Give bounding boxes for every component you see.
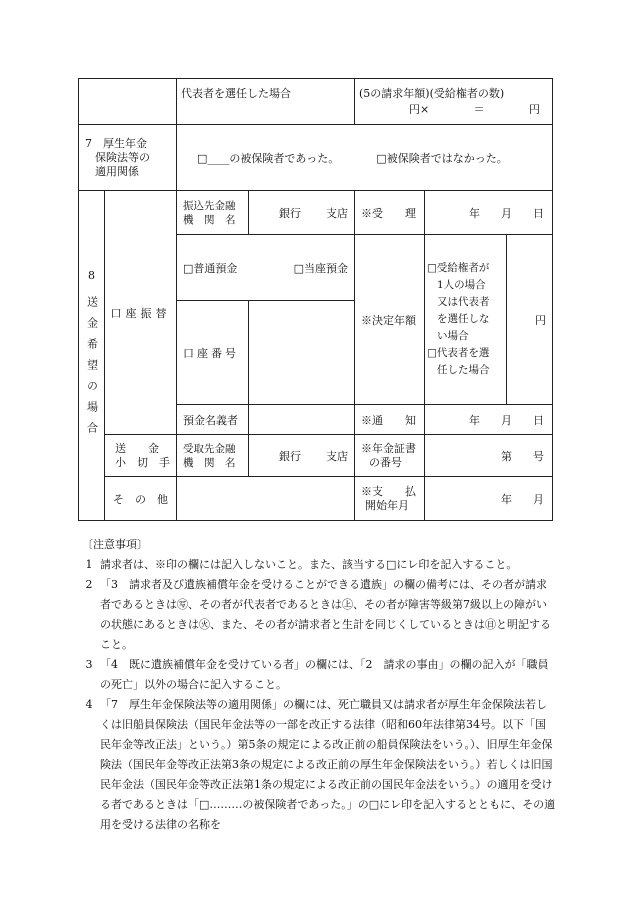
kettei-option-representative-checkbox[interactable]: □代表者を選 bbox=[427, 347, 490, 359]
row-representative bbox=[79, 79, 553, 125]
kettei-amount-field[interactable]: 円 bbox=[507, 235, 553, 405]
uketori-bank-field[interactable]: 銀行 支店 bbox=[249, 435, 355, 477]
furikomi-bank-field[interactable]: 銀行 支店 bbox=[249, 191, 355, 235]
yen-times: 円× bbox=[409, 103, 430, 116]
claim-form-table bbox=[78, 78, 553, 521]
juri-date-field[interactable]: 年 月 日 bbox=[425, 191, 553, 235]
kettei-nengaku-label: ※決定年額 bbox=[355, 235, 425, 405]
meigi-label: 預金名義者 bbox=[177, 405, 249, 435]
note-item-3: 3 「4 既に遺族補償年金を受けている者」の欄には、「2 請求の事由」の欄の記入が「職員の死亡」以外の場合に記入すること。 bbox=[85, 658, 549, 691]
note-item-4: 4 「7 厚生年金保険法等の適用関係」の欄には、死亡職員又は請求者が厚生年金保険法若しくは旧船員保険法（国民年金法等の一部を改正する法律（昭和60年法律第34号。以下「国民年金等改正法」という。）第5条の規定による改正前の船員保険法をいう。）、旧厚生年金保険法（国民年金等改正法第3条の規定による改正前の厚生年金保険法をいう。）若しくは旧国民年金法（国民年金等改正法第1条の規定による改正前の国民年金法をいう。）の適用を受ける者であるときは「□………の被保険者であった。」の□にレ印を記入するとともに、その適用を受ける法律の名称を bbox=[85, 698, 556, 831]
representative-equation bbox=[359, 101, 548, 117]
representative-formula-cell bbox=[355, 79, 553, 125]
juri-label: ※受 理 bbox=[355, 191, 425, 235]
koza-bango-label: 口座番号 bbox=[177, 301, 249, 405]
account-type-options bbox=[177, 235, 355, 301]
futsu-checkbox[interactable]: □普通預金 bbox=[183, 261, 238, 275]
furikomi-bank-label: 振込先金融 機 関 名 bbox=[177, 191, 249, 235]
tsuchi-date-field[interactable]: 年 月 日 bbox=[425, 405, 553, 435]
row8-transfer-bank bbox=[79, 191, 553, 235]
meigi-field[interactable] bbox=[249, 405, 355, 435]
kettei-option-single-checkbox[interactable]: □受給権者が bbox=[427, 262, 490, 274]
uketori-bank-label: 受取先金融 機 関 名 bbox=[177, 435, 249, 477]
notes-heading: 〔注意事項〕 bbox=[82, 538, 148, 551]
row8-section-label bbox=[79, 191, 105, 521]
option-insured-checkbox[interactable]: □____の被保険者であった。 bbox=[197, 151, 340, 165]
representative-formula: (5の請求年額)(受給権者の数) bbox=[359, 87, 505, 100]
shosho-label: ※年金証書 の番号 bbox=[355, 435, 425, 477]
note-item-2: 2 「3 請求者及び遺族補償年金を受けることができる遺族」の欄の備考には、その者が請求者であるときは㊢、その者が代表者であるときは㊤、その者が障害等級第7級以上の障がいの状態にあるときは㊋、また、その者が請求者と生計を同じくしているときは㊐と明記すること。 bbox=[85, 578, 551, 651]
row8-other bbox=[79, 477, 553, 521]
koza-bango-field[interactable] bbox=[249, 301, 355, 405]
tsuchi-label: ※通 知 bbox=[355, 405, 425, 435]
sokin-label: 送 金 小 切 手 bbox=[105, 435, 177, 477]
koza-furikae-label: 口座振替 bbox=[105, 191, 177, 435]
sonota-label: そ の 他 bbox=[105, 477, 177, 521]
shiharai-label: ※支 払 開始年月 bbox=[355, 477, 425, 521]
row7-label-line2: 保険法等の bbox=[95, 150, 150, 164]
row8-remittance-check bbox=[79, 435, 553, 477]
sonota-field[interactable] bbox=[177, 477, 355, 521]
option-not-insured-checkbox[interactable]: □被保険者ではなかった。 bbox=[376, 151, 508, 165]
row7-label-line3: 適用関係 bbox=[95, 164, 139, 178]
note-item-1: 1 請求者は、※印の欄には記入しないこと。また、該当する□にレ印を記入すること。 bbox=[85, 558, 518, 571]
row8-title: 送金希望の場合 bbox=[85, 295, 99, 443]
toza-checkbox[interactable]: □当座預金 bbox=[293, 261, 348, 275]
shosho-number-field[interactable]: 第 号 bbox=[425, 435, 553, 477]
row7-options bbox=[177, 125, 553, 191]
yen-unit: 円 bbox=[529, 103, 540, 116]
row-7-application bbox=[79, 125, 553, 191]
shiharai-date-field[interactable]: 年 月 bbox=[425, 477, 553, 521]
row7-label-line1: 7 厚生年金 bbox=[85, 136, 147, 150]
equals-sign: ＝ bbox=[473, 103, 485, 116]
representative-label: 代表者を選任した場合 bbox=[177, 79, 355, 125]
notes-section bbox=[78, 535, 556, 835]
row7-label bbox=[79, 125, 177, 191]
row8-number: 8 bbox=[88, 268, 95, 282]
kettei-nengaku-options: □受給権者が 1人の場合 又は代表者 を選任しな い場合 □代表者を選 任した場合 bbox=[425, 235, 507, 405]
